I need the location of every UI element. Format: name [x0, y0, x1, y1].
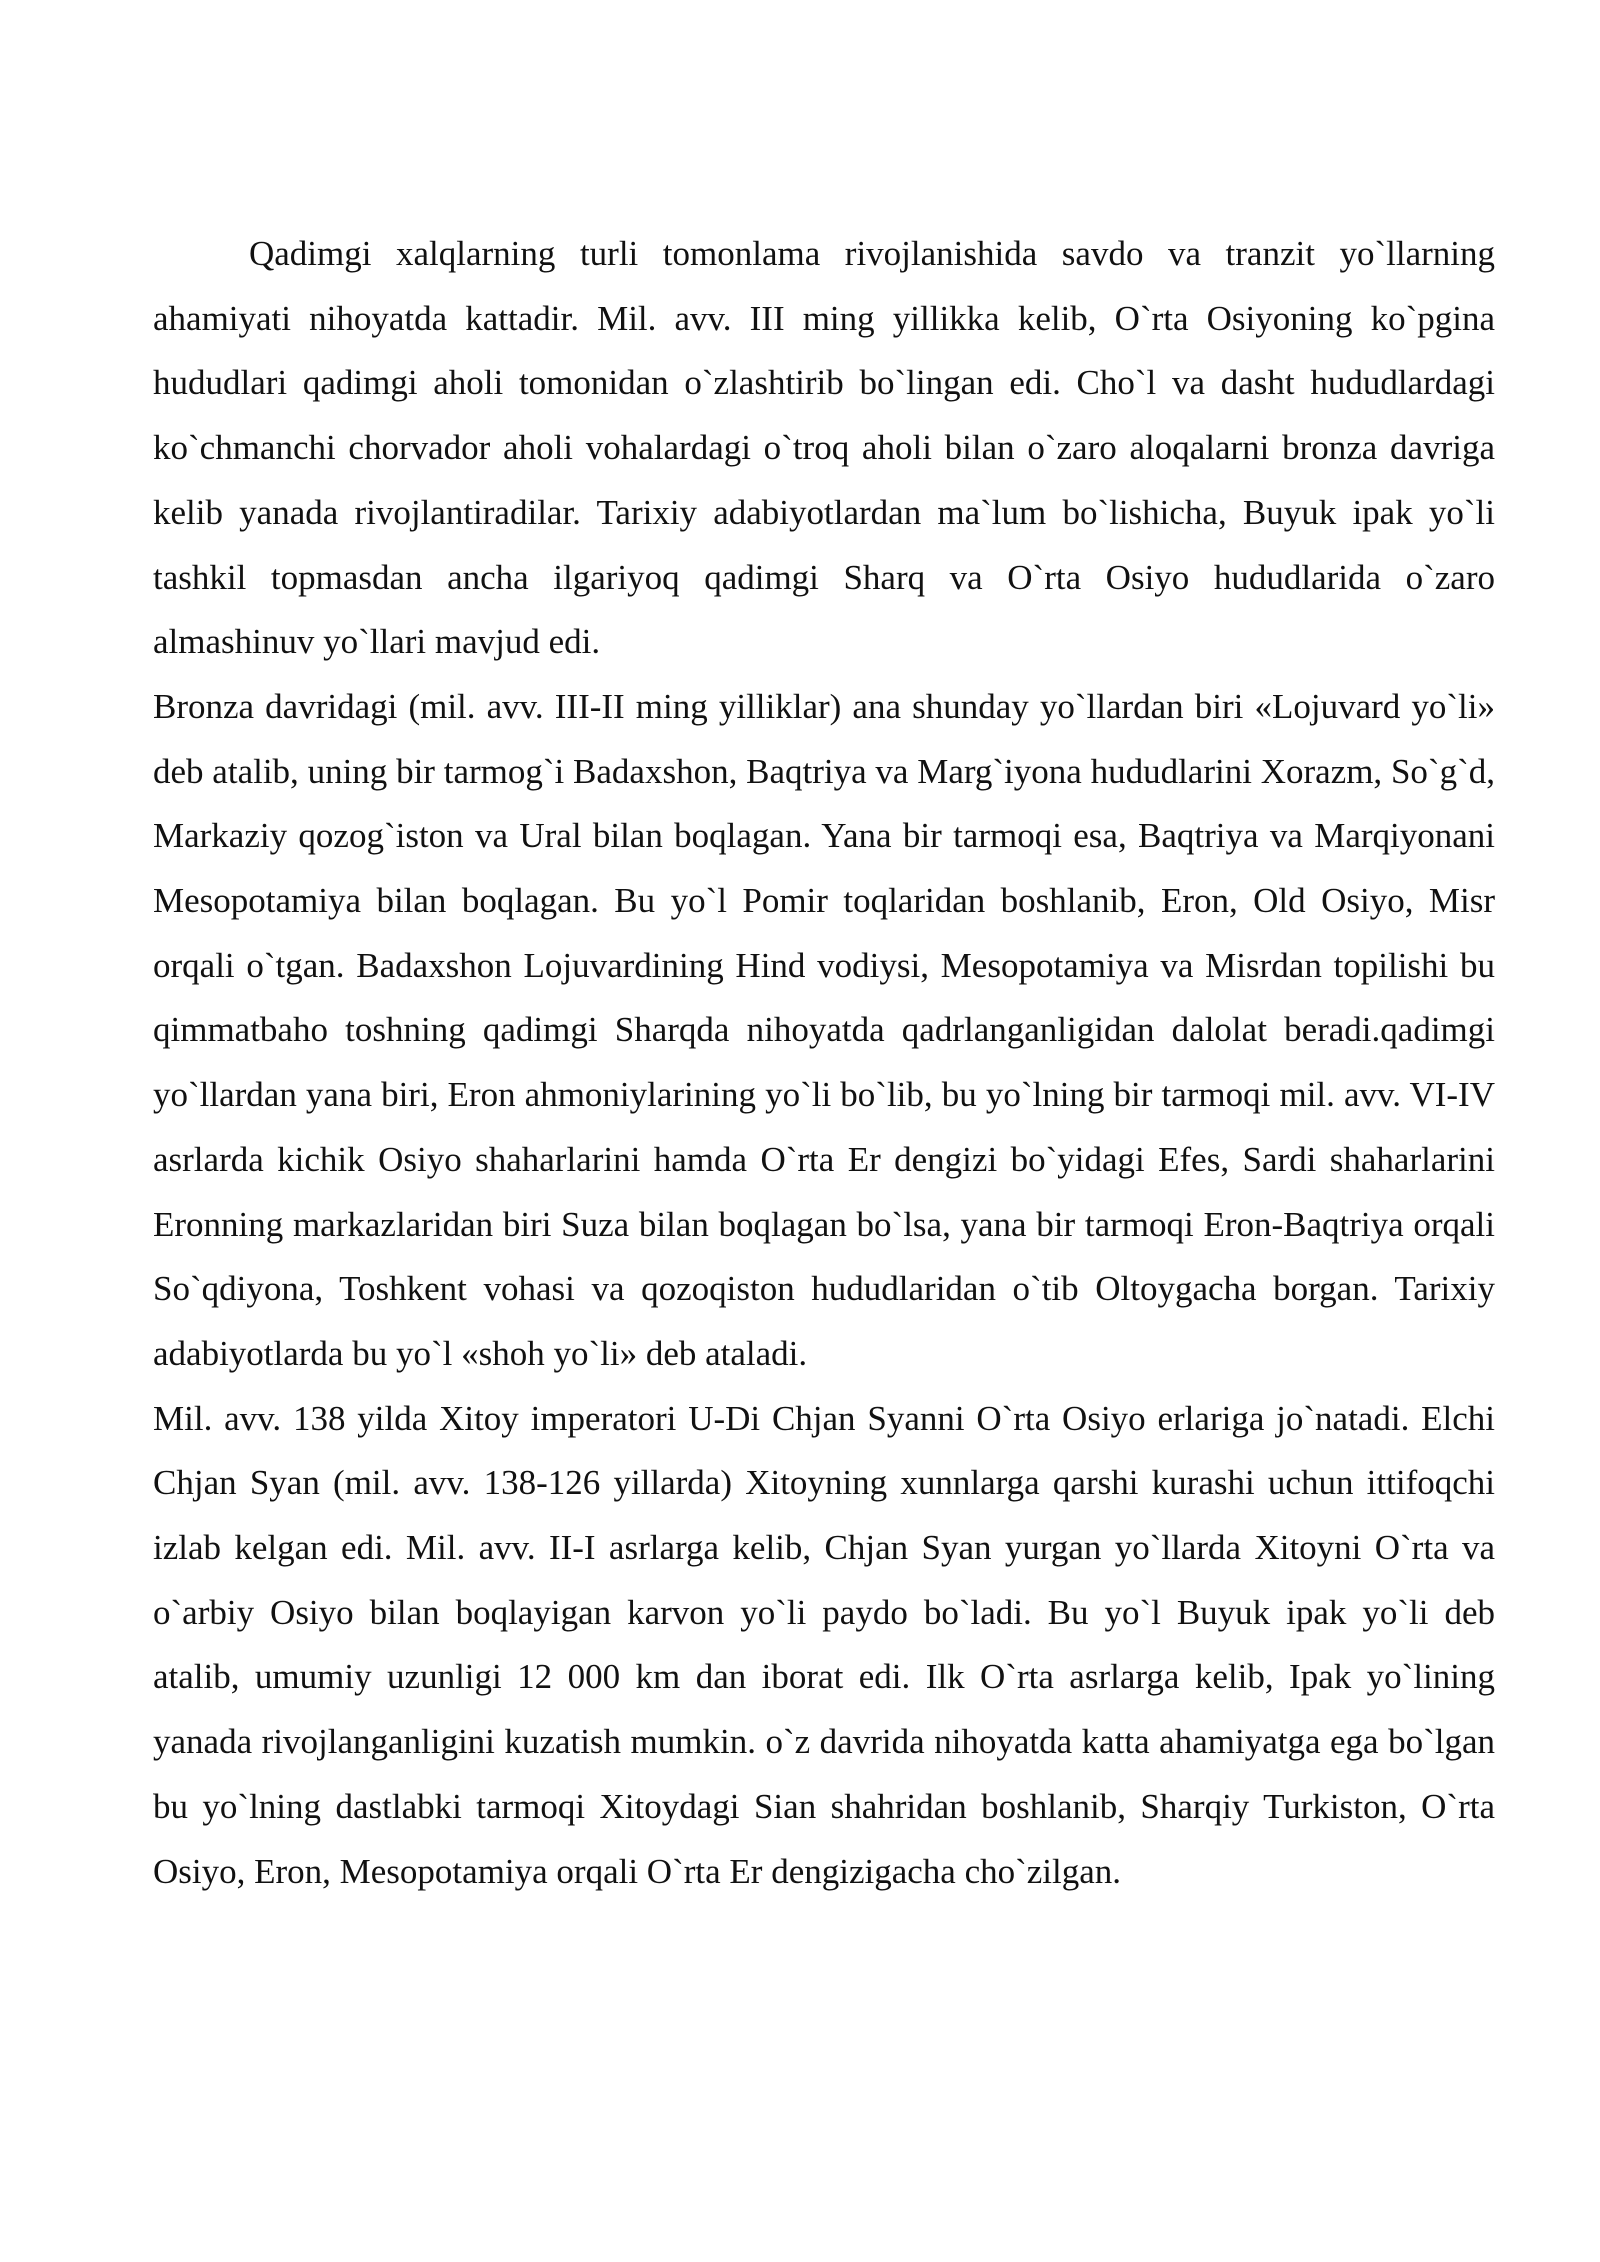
paragraph-trade-routes-intro: Qadimgi xalqlarning turli tomonlama rivojlanishida savdo va tranzit yo`llarning ahamiyati nihoyatda kattadir. Mil. avv. III ming yillikka kelib, O`rta Osiyoning ko`pgina hududlari qadimgi aholi tomonidan o`zlashtirib bo`lingan edi. Cho`l va dasht hududlardagi ko`chmanchi chorvador aholi vohalardagi o`troq aholi bilan o`zaro aloqalarni bronza davriga kelib yanada rivojlantiradilar. Tarixiy adabiyotlardan ma`lum bo`lishicha, Buyuk ipak yo`li tashkil topmasdan ancha ilgariyoq qadimgi Sharq va O`rta Osiyo hududlarida o`zaro almashinuv yo`llari mavjud edi. — [153, 234, 1495, 662]
document-page — [153, 222, 1495, 1904]
paragraph-lapis-road: Bronza davridagi (mil. avv. III-II ming yilliklar) ana shunday yo`llardan biri «Lojuvard yo`li» deb atalib, uning bir tarmog`i Badaxshon, Baqtriya va Marg`iyona hududlarini Xorazm, So`g`d, Markaziy qozog`iston va Ural bilan boqlagan. Yana bir tarmoqi esa, Baqtriya va Marqiyonani Mesopotamiya bilan boqlagan. Bu yo`l Pomir toqlaridan boshlanib, Eron, Old Osiyo, Misr orqali o`tgan. Badaxshon Lojuvardining Hind vodiysi, Mesopotamiya va Misrdan topilishi bu qimmatbaho toshning qadimgi Sharqda nihoyatda qadrlanganligidan dalolat beradi.qadimgi yo`llardan yana biri, Eron ahmoniylarining yo`li bo`lib, bu yo`lning bir tarmoqi mil. avv. VI-IV asrlarda kichik Osiyo shaharlarini hamda O`rta Er dengizi bo`yidagi Efes, Sardi shaharlarini Eronning markazlaridan biri Suza bilan boqlagan bo`lsa, yana bir tarmoqi Eron-Baqtriya orqali So`qdiyona, Toshkent vohasi va qozoqiston hududlaridan o`tib Oltoygacha borgan. Tarixiy adabiyotlarda bu yo`l «shoh yo`li» deb ataladi. — [153, 686, 1495, 1373]
paragraph-great-silk-road: Mil. avv. 138 yilda Xitoy imperatori U-Di Chjan Syanni O`rta Osiyo erlariga jo`natadi. Elchi Chjan Syan (mil. avv. 138-126 yillarda) Xitoyning xunnlarga qarshi kurashi uchun ittifoqchi izlab kelgan edi. Mil. avv. II-I asrlarga kelib, Chjan Syan yurgan yo`llarda Xitoyni O`rta va o`arbiy Osiyo bilan boqlayigan karvon yo`li paydo bo`ladi. Bu yo`l Buyuk ipak yo`li deb atalib, umumiy uzunligi 12 000 km dan iborat edi. Ilk O`rta asrlarga kelib, Ipak yo`lining yanada rivojlanganligini kuzatish mumkin. o`z davrida nihoyatda katta ahamiyatga ega bo`lgan bu yo`lning dastlabki tarmoqi Xitoydagi Sian shahridan boshlanib, Sharqiy Turkiston, O`rta Osiyo, Eron, Mesopotamiya orqali O`rta Er dengizigacha cho`zilgan. — [153, 1398, 1495, 1891]
